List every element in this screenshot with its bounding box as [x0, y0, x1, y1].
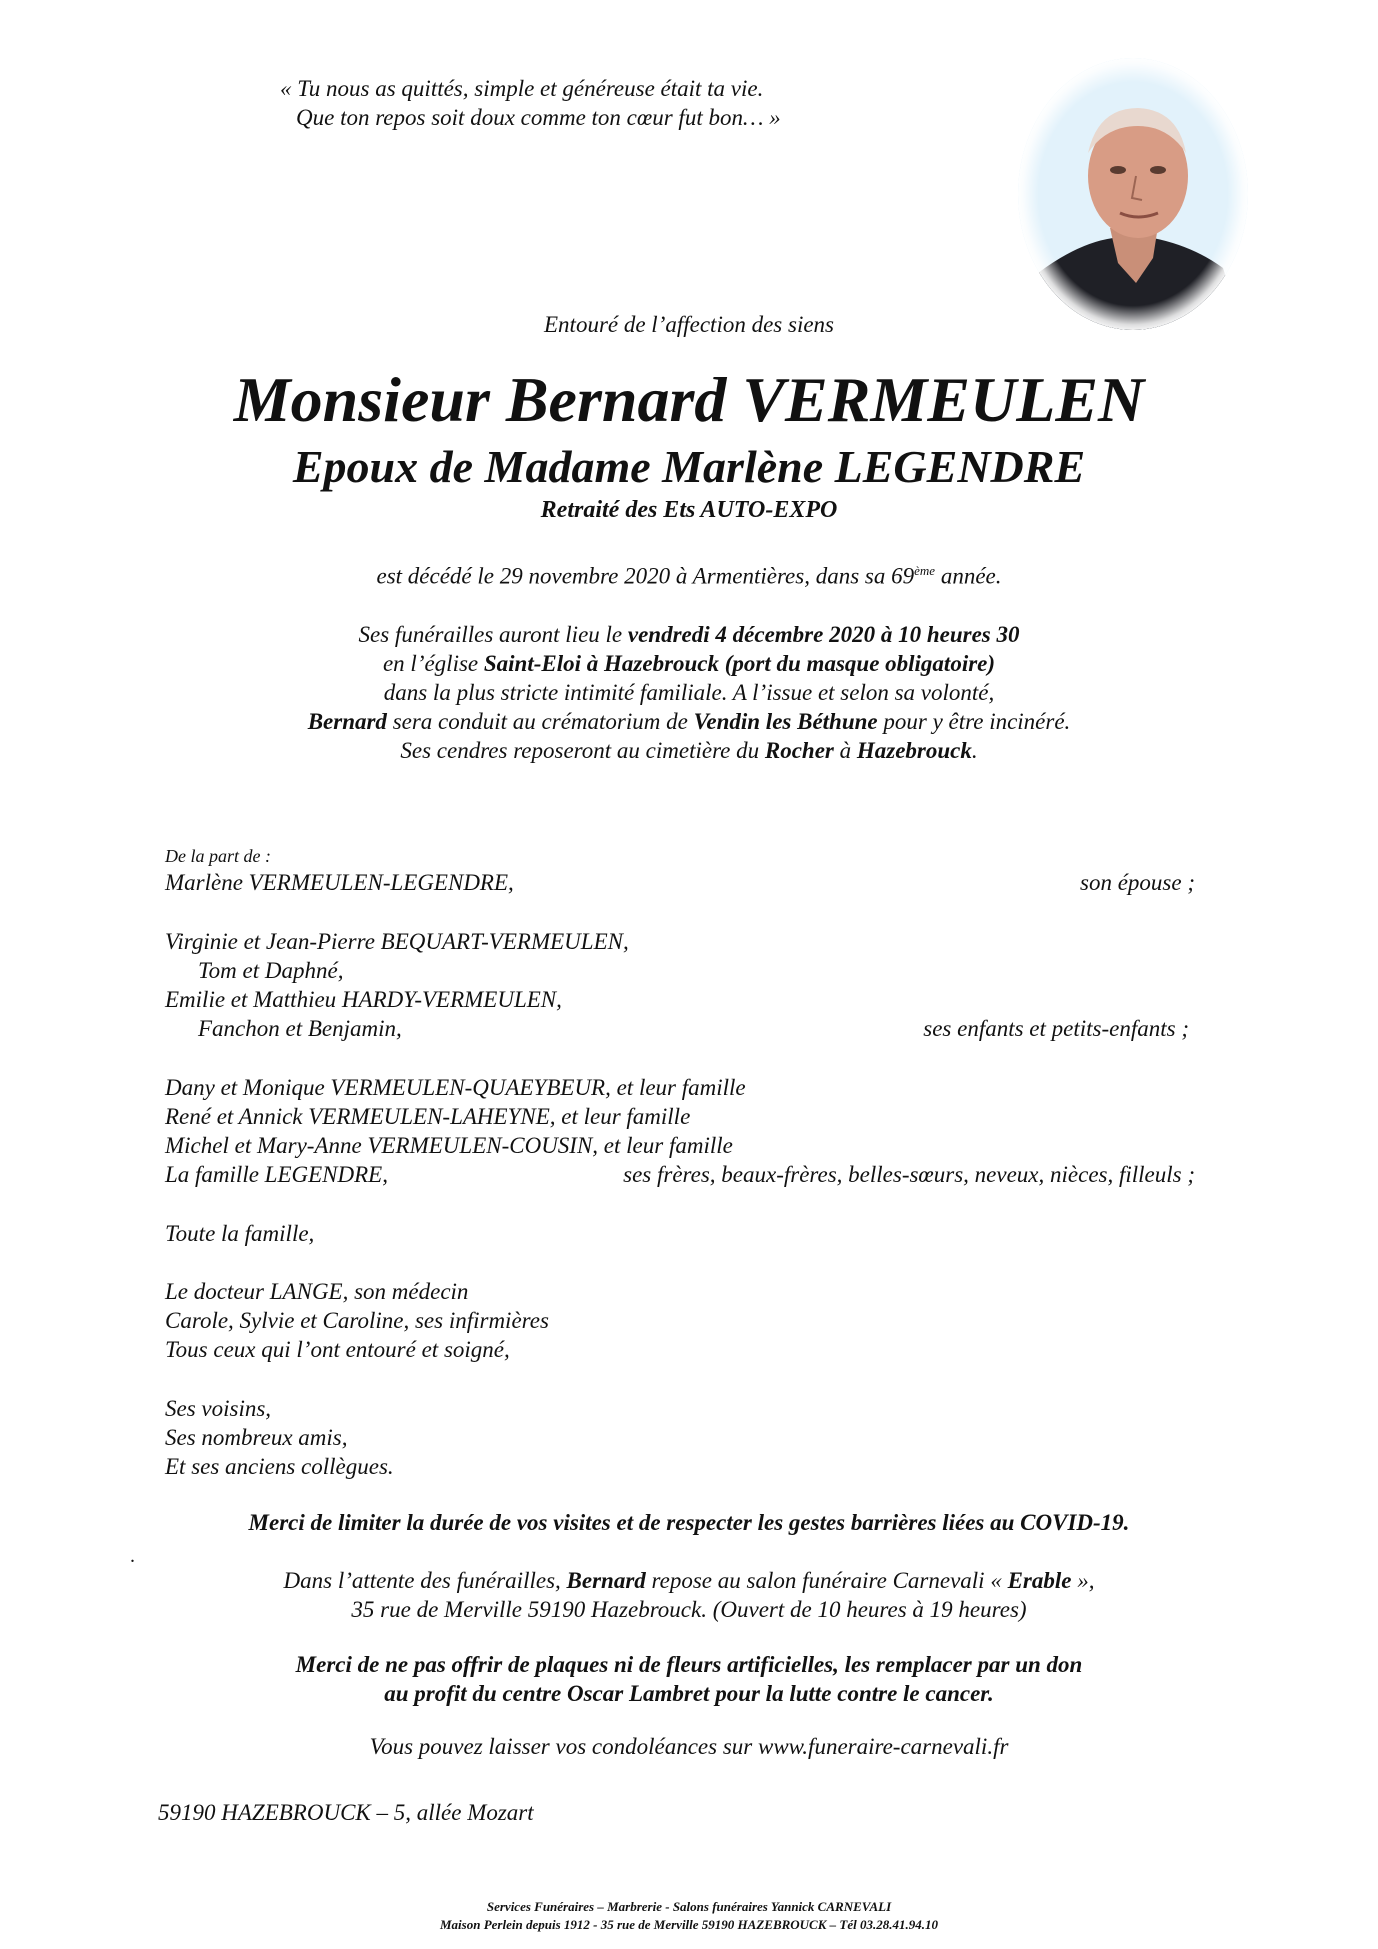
friends-3: Et ses anciens collègues.: [165, 1454, 394, 1479]
quote-line-2: Que ton repos soit doux comme ton cœur fut bon… »: [296, 105, 781, 130]
epitaph-quote: [280, 74, 781, 132]
friends-2: Ses nombreux amis,: [165, 1425, 348, 1450]
intro-text: Entouré de l’affection des siens: [544, 312, 834, 337]
family-children-row: Fanchon et Benjamin, ses enfants et petits-enfants ;: [198, 1016, 1189, 1041]
death-announcement: est décédé le 29 novembre 2020 à Armentières, dans sa 69ème année.: [376, 563, 1002, 589]
friends-1: Ses voisins,: [165, 1396, 272, 1421]
family-address: 59190 HAZEBROUCK – 5, allée Mozart: [158, 1800, 534, 1825]
medical-1: Le docteur LANGE, son médecin: [165, 1279, 469, 1304]
funeral-details: Ses funérailles auront lieu le vendredi 4 décembre 2020 à 10 heures 30 en l’église Saint-Eloi à Hazebrouck (port du masque obligatoire) dans la plus stricte intimité familiale. A l’issue et selon sa volonté, Bernard sera conduit au crématorium de Vendin les Béthune pour y être incinéré. Ses cendres reposeront au cimetière du Rocher à Hazebrouck.: [307, 622, 1071, 763]
condolences-link: Vous pouvez laisser vos condoléances sur www.funeraire-carnevali.fr: [369, 1734, 1009, 1759]
family-grandchildren-1: Tom et Daphné,: [198, 958, 344, 983]
medical-3: Tous ceux qui l’ont entouré et soigné,: [165, 1337, 510, 1362]
family-all: Toute la famille,: [165, 1221, 315, 1246]
family-child-1: Virginie et Jean-Pierre BEQUART-VERMEULEN,: [165, 929, 629, 954]
family-child-2: Emilie et Matthieu HARDY-VERMEULEN,: [165, 987, 562, 1012]
deceased-name: Monsieur Bernard VERMEULEN: [233, 364, 1145, 435]
quote-line-1: « Tu nous as quittés, simple et généreuse était ta vie.: [280, 76, 764, 101]
funeral-home-footer: Services Funéraires – Marbrerie - Salons funéraires Yannick CARNEVALI Maison Perlein depuis 1912 - 35 rue de Merville 59190 HAZEBROUCK – Tél 03.28.41.94.10: [440, 1899, 938, 1932]
family-sibling-1: Dany et Monique VERMEULEN-QUAEYBEUR, et leur famille: [165, 1075, 746, 1100]
occupation-line: Retraité des Ets AUTO-EXPO: [540, 497, 838, 523]
family-sibling-3: Michel et Mary-Anne VERMEULEN-COUSIN, et leur famille: [165, 1133, 733, 1158]
family-sibling-2: René et Annick VERMEULEN-LAHEYNE, et leur famille: [165, 1104, 691, 1129]
spouse-line: Epoux de Madame Marlène LEGENDRE: [292, 441, 1086, 492]
donation-notice: Merci de ne pas offrir de plaques ni de fleurs artificielles, les remplacer par un don au profit du centre Oscar Lambret pour la lutte contre le cancer.: [295, 1652, 1083, 1706]
covid-notice: Merci de limiter la durée de vos visites et de respecter les gestes barrières liées au COVID-19.: [248, 1510, 1130, 1535]
family-label: De la part de :: [165, 846, 271, 866]
medical-2: Carole, Sylvie et Caroline, ses infirmières: [165, 1308, 549, 1333]
salon-details: Dans l’attente des funérailles, Bernard repose au salon funéraire Carnevali « Erable », 35 rue de Merville 59190 Hazebrouck. (Ouvert de 10 heures à 19 heures): [283, 1568, 1095, 1622]
portrait-photo: [1018, 58, 1248, 330]
family-spouse-row: Marlène VERMEULEN-LEGENDRE, son épouse ;: [165, 870, 1195, 895]
stray-dot: .: [130, 1545, 135, 1567]
family-siblings-row: La famille LEGENDRE, ses frères, beaux-frères, belles-sœurs, neveux, nièces, filleuls ;: [165, 1162, 1195, 1187]
